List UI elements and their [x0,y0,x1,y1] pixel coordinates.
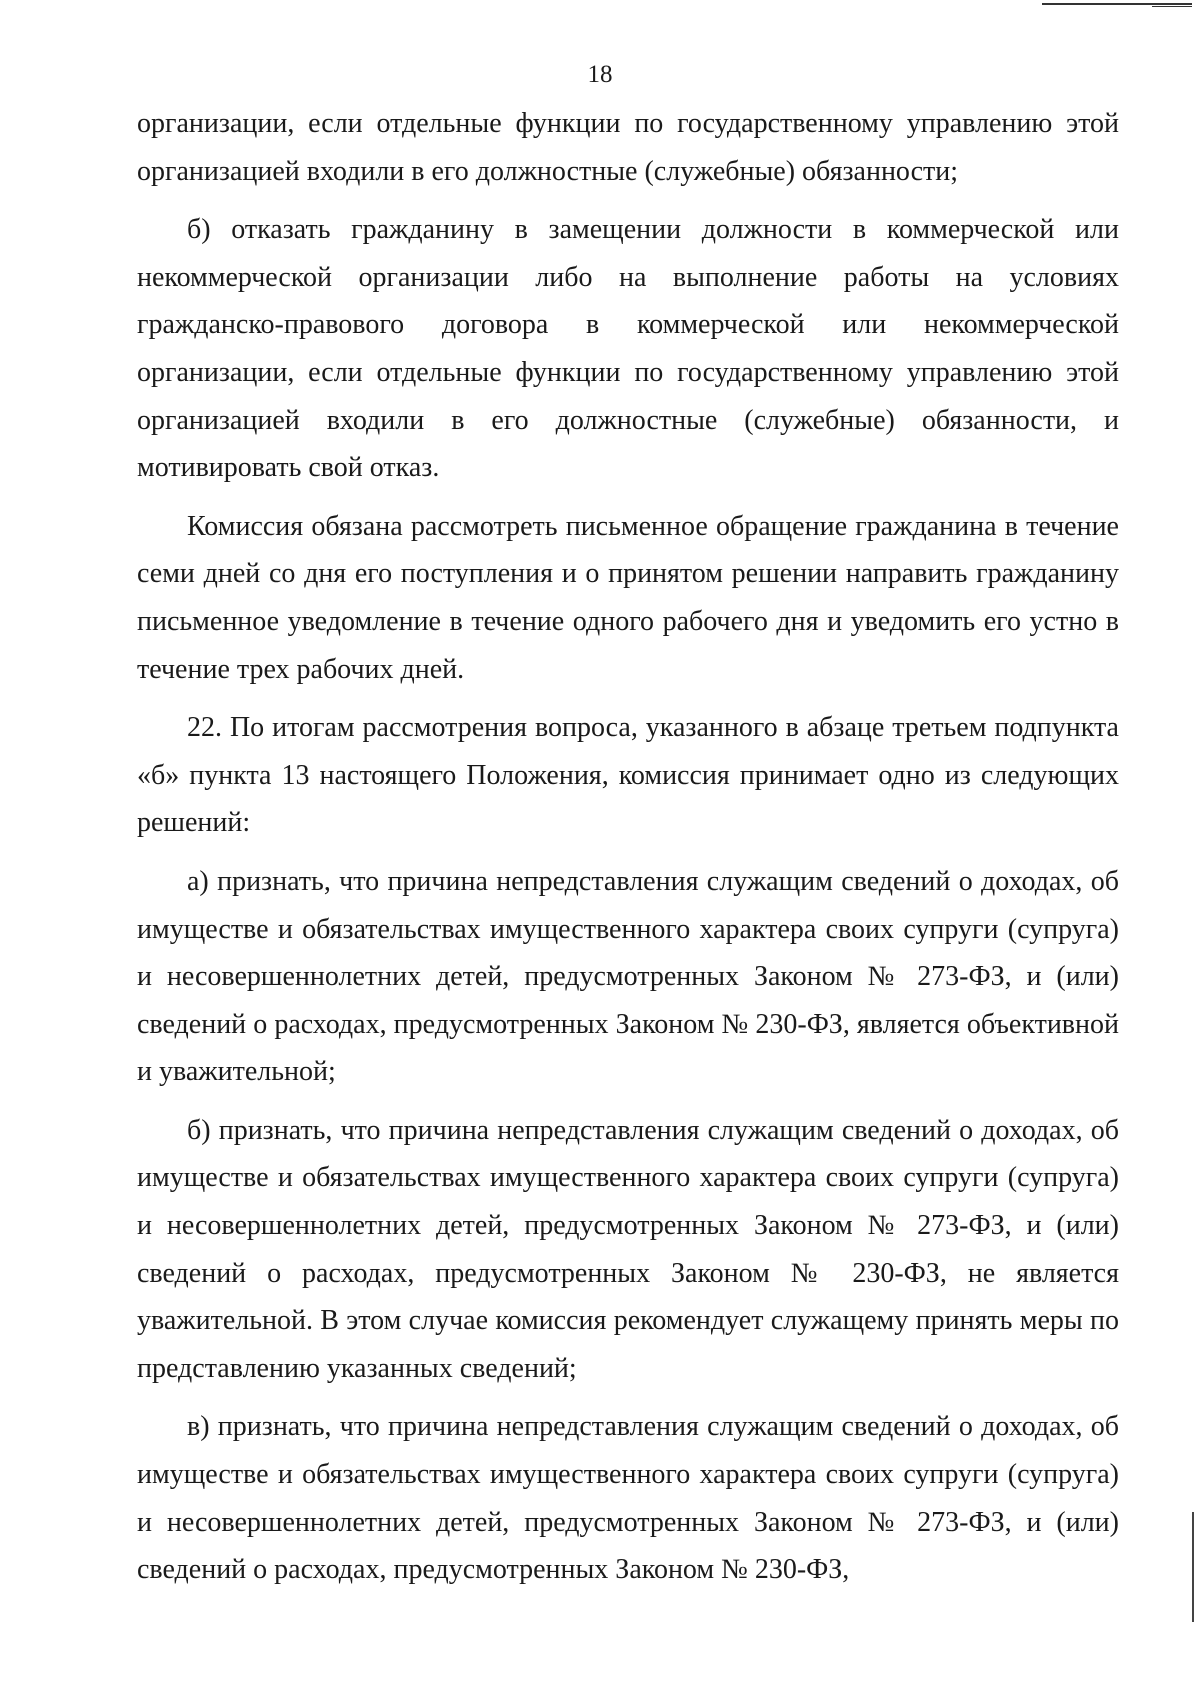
paragraph-clause-22: 22. По итогам рассмотрения вопроса, указанного в абзаце третьем подпункта «б» пункта 13 настоящего Положения, комиссия принимает одно из следующих решений: [137,712,1119,839]
paragraph-continuation: организации, если отдельные функции по государственному управлению этой организацией входили в его должностные (служебные) обязанности; [137,108,1119,187]
paragraph-item-a: а) признать, что причина непредставления служащим сведений о доходах, об имуществе и обязательствах имущественного характера своих супруги (супруга) и несовершеннолетних детей, предусмотренных Законом № 273-ФЗ, и (или) сведений о расходах, предусмотренных Законом № 230-ФЗ, является объективной и уважительной; [137,865,1119,1088]
paragraph-item-b: б) признать, что причина непредставления служащим сведений о доходах, об имуществе и обязательствах имущественного характера своих супруги (супруга) и несовершеннолетних детей, предусмотренных Законом № 273-ФЗ, и (или) сведений о расходах, предусмотренных Законом № 230-ФЗ, не является уважительной. В этом случае комиссия рекомендует служащему принять меры по представлению указанных сведений; [137,1114,1119,1384]
paragraph-commission-obligation: Комиссия обязана рассмотреть письменное обращение гражданина в течение семи дней со дня его поступления и о принятом решении направить гражданину письменное уведомление в течение одного рабочего дня и уведомить его устно в течение трех рабочих дней. [137,510,1119,685]
document-body [137,100,1119,1605]
scan-edge-mark-right [1192,1512,1194,1622]
scan-edge-mark [1042,0,1192,5]
paragraph-item-b-refuse: б) отказать гражданину в замещении должности в коммерческой или некоммерческой организации либо на выполнение работы на условиях гражданско-правового договора в коммерческой или некоммерческой организации, если отдельные функции по государственному управлению этой организацией входили в его должностные (служебные) обязанности, и мотивировать свой отказ. [137,214,1119,484]
page-number: 18 [587,61,613,88]
paragraph-item-v: в) признать, что причина непредставления служащим сведений о доходах, об имуществе и обязательствах имущественного характера своих супруги (супруга) и несовершеннолетних детей, предусмотренных Законом № 273-ФЗ, и (или) сведений о расходах, предусмотренных Законом № 230-ФЗ, [137,1411,1119,1586]
